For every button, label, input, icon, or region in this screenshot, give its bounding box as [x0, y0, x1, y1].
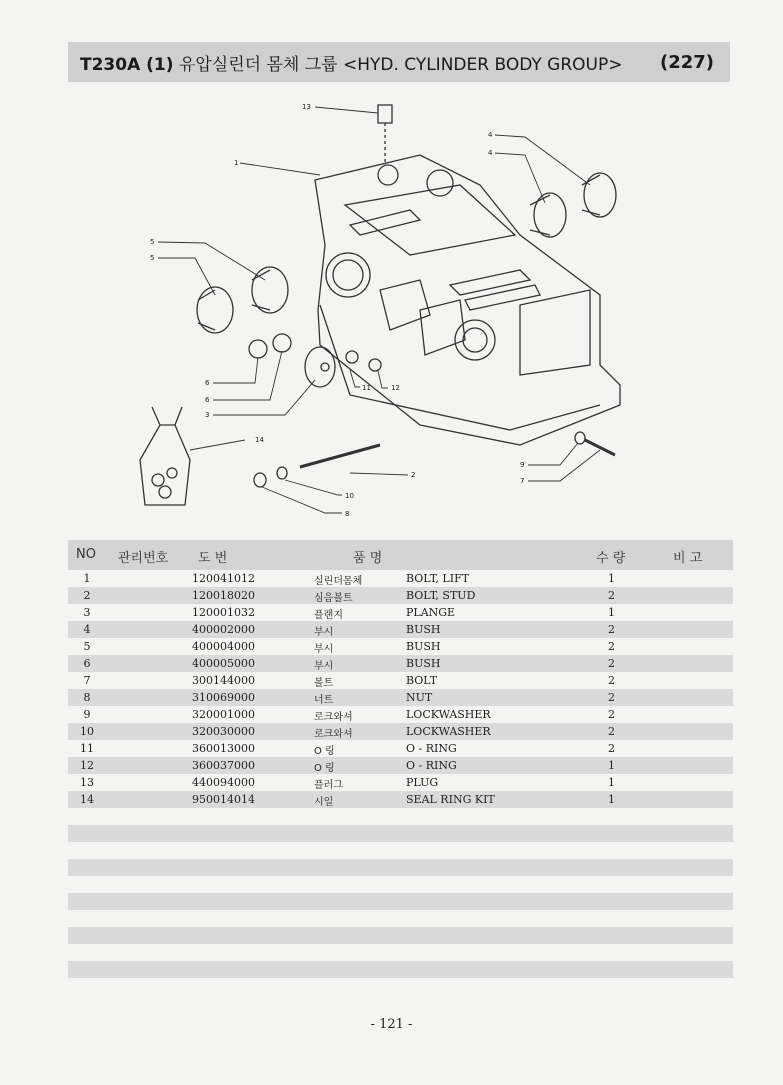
row-english-name: PLUG [406, 776, 439, 789]
row-korean-name: 로크와셔 [314, 729, 353, 740]
callout-6a: 6 [205, 379, 210, 387]
row-part-code: 120041012 [192, 572, 255, 585]
callout-12: 12 [391, 384, 400, 392]
header-drawing-number: 도 번 [198, 551, 228, 566]
row-number: 10 [80, 725, 94, 738]
table-row [68, 740, 733, 757]
row-part-code: 320030000 [192, 725, 255, 738]
parts-table [68, 540, 733, 978]
callout-5b: 5 [150, 254, 155, 262]
table-empty-rows [68, 808, 733, 978]
row-quantity: 2 [608, 623, 615, 636]
table-row [68, 655, 733, 672]
row-quantity: 2 [608, 725, 615, 738]
header-no: NO [76, 547, 96, 562]
row-number: 2 [83, 589, 91, 602]
row-english-name: O - RING [406, 759, 457, 772]
row-english-name: BUSH [406, 623, 441, 636]
callout-11: 11 [362, 384, 371, 392]
table-row [68, 757, 733, 774]
row-korean-name: 시일 [314, 797, 334, 808]
row-english-name: BUSH [406, 657, 441, 670]
row-part-code: 300144000 [192, 674, 255, 687]
row-part-code: 400005000 [192, 657, 255, 670]
header-remarks: 비 고 [673, 551, 703, 566]
diagram-svg [120, 95, 680, 525]
group-title [80, 50, 622, 75]
row-quantity: 1 [608, 572, 615, 585]
callout-4b: 4 [488, 149, 493, 157]
row-number: 11 [80, 742, 94, 755]
row-english-name: SEAL RING KIT [406, 793, 495, 806]
row-part-code: 120001032 [192, 606, 255, 619]
row-korean-name: 너트 [314, 695, 334, 706]
row-quantity: 1 [608, 759, 615, 772]
row-quantity: 2 [608, 589, 615, 602]
callout-3: 3 [205, 411, 210, 419]
row-korean-name: 부시 [314, 644, 334, 655]
row-quantity: 1 [608, 793, 615, 806]
table-row [68, 587, 733, 604]
row-number: 9 [83, 708, 91, 721]
exploded-parts-diagram [120, 95, 680, 525]
row-english-name: BOLT [406, 674, 438, 687]
table-row [68, 638, 733, 655]
callout-2: 2 [411, 471, 416, 479]
row-quantity: 1 [608, 606, 615, 619]
parts-table-body [68, 570, 733, 808]
table-row [68, 723, 733, 740]
row-korean-name: O 링 [314, 746, 335, 757]
table-row [68, 791, 733, 808]
callout-13: 13 [302, 103, 311, 111]
table-row [68, 774, 733, 791]
callout-9: 9 [520, 461, 525, 469]
callout-8: 8 [345, 510, 350, 518]
row-number: 6 [83, 657, 91, 670]
row-english-name: BOLT, STUD [406, 589, 476, 602]
row-korean-name: 로크와셔 [314, 712, 353, 723]
callout-6b: 6 [205, 396, 210, 404]
row-korean-name: 플러그 [314, 780, 343, 791]
row-quantity: 2 [608, 691, 615, 704]
table-row [68, 706, 733, 723]
row-quantity: 2 [608, 674, 615, 687]
row-part-code: 360037000 [192, 759, 255, 772]
row-korean-name: 실린더몸체 [314, 576, 363, 587]
row-quantity: 2 [608, 657, 615, 670]
row-number: 12 [80, 759, 94, 772]
header-mgmt-number: 관리번호 [118, 551, 169, 566]
row-number: 3 [83, 606, 91, 619]
row-quantity: 2 [608, 742, 615, 755]
table-row [68, 570, 733, 587]
table-row [68, 604, 733, 621]
header-quantity: 수 량 [596, 551, 626, 566]
row-korean-name: O 링 [314, 763, 335, 774]
row-part-code: 310069000 [192, 691, 255, 704]
row-english-name: LOCKWASHER [406, 725, 491, 738]
row-number: 8 [83, 691, 91, 704]
row-english-name: NUT [406, 691, 433, 704]
callout-10: 10 [345, 492, 354, 500]
page-reference: (227) [659, 51, 714, 73]
table-row [68, 689, 733, 706]
callout-14: 14 [255, 436, 264, 444]
callout-4a: 4 [488, 131, 493, 139]
row-number: 7 [83, 674, 91, 687]
row-korean-name: 플랜지 [314, 610, 343, 621]
row-part-code: 320001000 [192, 708, 255, 721]
group-description: 유압실린더 몸체 그룹 <HYD. CYLINDER BODY GROUP> [178, 54, 623, 75]
row-part-code: 950014014 [192, 793, 255, 806]
row-number: 14 [80, 793, 94, 806]
table-row [68, 672, 733, 689]
row-korean-name: 심음볼트 [314, 593, 353, 604]
row-part-code: 120018020 [192, 589, 255, 602]
group-title-bar [68, 42, 730, 82]
row-korean-name: 부시 [314, 627, 334, 638]
row-korean-name: 볼트 [314, 678, 334, 689]
row-quantity: 2 [608, 708, 615, 721]
row-number: 4 [83, 623, 91, 636]
row-number: 13 [80, 776, 94, 789]
row-english-name: O - RING [406, 742, 457, 755]
row-quantity: 2 [608, 640, 615, 653]
row-english-name: LOCKWASHER [406, 708, 491, 721]
callout-5a: 5 [150, 238, 155, 246]
row-part-code: 400004000 [192, 640, 255, 653]
row-english-name: BOLT, LIFT [406, 572, 470, 585]
row-number: 5 [83, 640, 91, 653]
row-number: 1 [83, 572, 91, 585]
group-code: T230A (1) [80, 54, 174, 75]
callout-7: 7 [520, 477, 525, 485]
parts-table-header [68, 540, 733, 570]
row-part-code: 400002000 [192, 623, 255, 636]
row-part-code: 360013000 [192, 742, 255, 755]
row-english-name: PLANGE [406, 606, 456, 619]
table-row [68, 621, 733, 638]
row-part-code: 440094000 [192, 776, 255, 789]
row-quantity: 1 [608, 776, 615, 789]
header-part-name: 품 명 [353, 551, 383, 566]
page-number: - 121 - [370, 1017, 413, 1032]
callout-1: 1 [234, 159, 239, 167]
row-english-name: BUSH [406, 640, 441, 653]
row-korean-name: 부시 [314, 661, 334, 672]
